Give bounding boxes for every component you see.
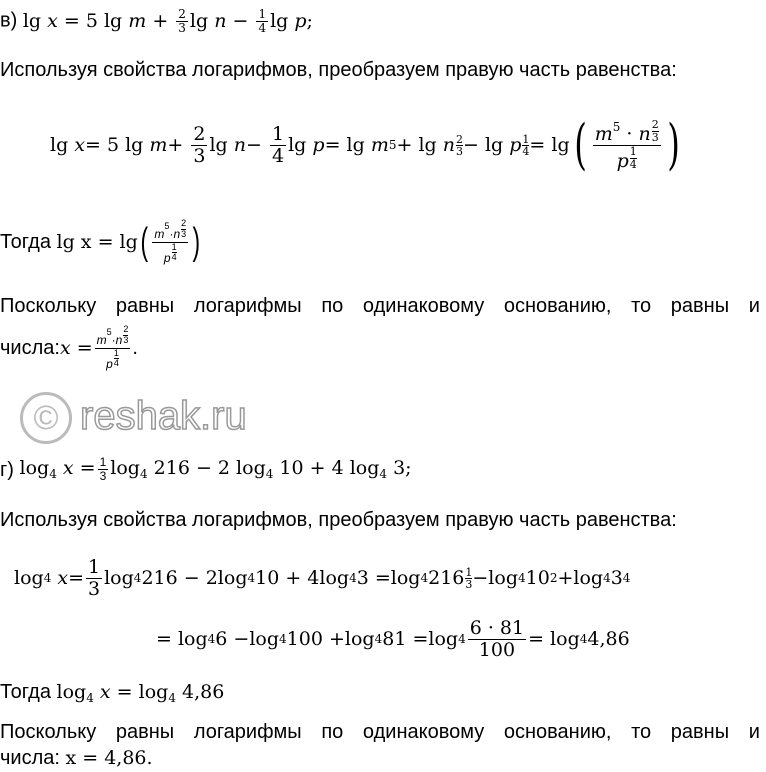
t: равны <box>670 295 730 317</box>
t: Тогда <box>0 681 57 703</box>
fraction <box>270 124 286 167</box>
part-label: в) <box>0 9 23 32</box>
t: − <box>246 133 262 156</box>
part-g-formula-line-2: = log 4 6 − log 4 100 + log 4 81 = log 4 $\frac{6 \cdot 81}{100}$ = log 4 4,86 <box>156 616 630 661</box>
t: равны <box>115 721 175 743</box>
t: . <box>132 337 138 359</box>
t: x <box>47 9 58 32</box>
t: и <box>748 295 760 317</box>
t: равны <box>115 295 175 317</box>
t: равны <box>670 721 730 743</box>
fraction <box>256 8 268 35</box>
part-v-intro: Используя свойства логарифмов, преобразуем правую часть равенства: <box>0 59 677 81</box>
t: = <box>528 627 545 650</box>
t: m <box>149 133 168 156</box>
watermark-text: reshak.ru <box>80 394 247 438</box>
part-v-then <box>0 212 203 272</box>
t: = <box>73 457 96 480</box>
t: Поскольку <box>0 295 97 317</box>
t: 216 − 2 <box>147 457 237 480</box>
t: основанию, <box>503 295 612 317</box>
t: lg <box>189 9 215 32</box>
t: n <box>233 133 247 156</box>
t: = <box>68 566 85 589</box>
t: lg <box>270 9 295 32</box>
t: 10 + 4 <box>273 457 350 480</box>
t: логарифмы <box>193 295 302 317</box>
fraction <box>468 618 526 661</box>
t: + <box>146 9 175 32</box>
left-paren: ( <box>573 113 587 176</box>
part-g-then: Тогда $\log_4 x = \log_4 4,86$ <box>0 681 225 705</box>
t: 1 <box>99 455 107 469</box>
t: 10 + 4 <box>255 566 320 589</box>
t: 3 <box>610 566 623 589</box>
t: + <box>167 133 184 156</box>
t: одинаковому <box>362 295 485 317</box>
t: 3 <box>99 469 107 484</box>
left-paren: ( <box>140 221 148 263</box>
t: 5 <box>388 138 397 152</box>
part-v-conclusion-tail <box>0 324 138 372</box>
t: = lg <box>324 133 365 156</box>
fraction: $m^5\cdot n$ $\frac{2}{3}$ p $\frac{1}{4}$ <box>96 324 129 371</box>
t: 81 = <box>382 627 429 650</box>
part-label: г) <box>0 458 14 481</box>
t: · <box>620 122 639 145</box>
t: 2 <box>549 571 558 585</box>
t: 6 · 81 <box>469 616 525 639</box>
t: 100 <box>478 638 516 661</box>
part-g-formula-line-1: log 4 x = $\frac{1}{3}$ log 4 216 − 2 log 4 10 + 4 log 4 3 = log 4 216 1 3 − log 4 10 2 + log 4 3 4 <box>14 555 631 600</box>
right-paren: ) <box>192 221 201 263</box>
t: числа: <box>0 337 60 359</box>
t: m <box>128 9 147 32</box>
t: x <box>74 133 86 156</box>
part-v-conclusion <box>0 296 760 316</box>
fraction: $\frac{1}{3}$ <box>88 555 101 600</box>
t: = 5 lg <box>85 133 144 156</box>
t: + <box>557 566 574 589</box>
t: p <box>312 133 325 156</box>
t: lg x = lg <box>56 230 138 253</box>
t: то <box>631 721 652 743</box>
fraction: $m^5\cdot n$ $\frac{2}{3}$ p $\frac{1}{4}$ <box>154 218 187 265</box>
t: lg <box>288 133 307 156</box>
t: 216 − 2 <box>141 566 218 589</box>
t: x <box>62 457 74 480</box>
t: lg <box>209 133 228 156</box>
t: + lg <box>396 133 437 156</box>
fraction: $m^5 \cdot n$ $\frac{2}{3}$ p $\frac{1}{4}$ <box>594 117 659 172</box>
t: n <box>214 9 227 32</box>
t: x = 4,86. <box>65 747 153 769</box>
t: 4 <box>49 467 57 482</box>
t: то <box>631 295 652 317</box>
part-g-intro: Используя свойства логарифмов, преобразуем правую часть равенства: <box>0 509 677 531</box>
t: lg <box>22 9 48 32</box>
part-g-conclusion-tail <box>0 748 153 768</box>
t: 6 − <box>215 627 250 650</box>
t: Тогда <box>0 231 51 253</box>
t: = 5 lg <box>57 9 129 32</box>
t: 3 <box>178 21 186 36</box>
t: − lg <box>462 133 504 156</box>
fraction <box>98 456 109 483</box>
t: 3; <box>387 457 412 480</box>
t: 3 <box>193 144 206 167</box>
right-paren: ) <box>666 113 680 176</box>
t: и <box>748 721 760 743</box>
t: 1 <box>258 7 267 21</box>
part-v-formula: lg x = 5 lg m + $\frac{2}{3}$ lg n − $\frac{1}{4}$ lg p = lg m 5 + lg n 2 3 − lg p 1 4 = lg ( $m^5 \cdot n$ $\frac{2}{3}$ p $\frac{1}{4}$ ) <box>50 113 680 176</box>
t: логарифмы <box>193 721 302 743</box>
part-g-conclusion <box>0 722 760 742</box>
t: по <box>321 721 344 743</box>
t: по <box>321 295 344 317</box>
t: 10 <box>525 566 550 589</box>
t: основанию, <box>503 721 612 743</box>
t: − <box>472 566 489 589</box>
t: 216 <box>428 566 465 589</box>
part-v-statement <box>0 8 313 35</box>
t: 4,86 <box>175 681 225 703</box>
t: ; <box>306 9 313 32</box>
t: 4 <box>258 21 267 36</box>
t: x = <box>59 336 93 359</box>
t: числа: <box>0 747 66 769</box>
t: 2 <box>178 7 186 21</box>
fraction <box>191 124 207 167</box>
t: 4 <box>622 571 631 585</box>
t: = lg <box>529 133 570 156</box>
t: lg <box>50 133 69 156</box>
t: 100 + <box>286 627 345 650</box>
t: 4 <box>272 144 285 167</box>
t: log <box>19 457 50 480</box>
t: 1 <box>272 122 285 145</box>
t: Поскольку <box>0 721 97 743</box>
t: одинаковому <box>362 721 485 743</box>
t: p <box>294 9 307 32</box>
t: 4,86 <box>587 627 630 650</box>
fraction <box>176 8 188 35</box>
t: = <box>156 627 172 650</box>
copyright-icon: © <box>20 392 72 444</box>
t: − <box>226 9 255 32</box>
t: 2 <box>193 122 206 145</box>
t: 3 = <box>356 566 391 589</box>
part-g-statement: г) $\log_4 x$ = $\frac{1}{3}$ $\log_4 216 - 2$ $\log_4 10 + 4$ $\log_4 3$; <box>0 455 412 484</box>
